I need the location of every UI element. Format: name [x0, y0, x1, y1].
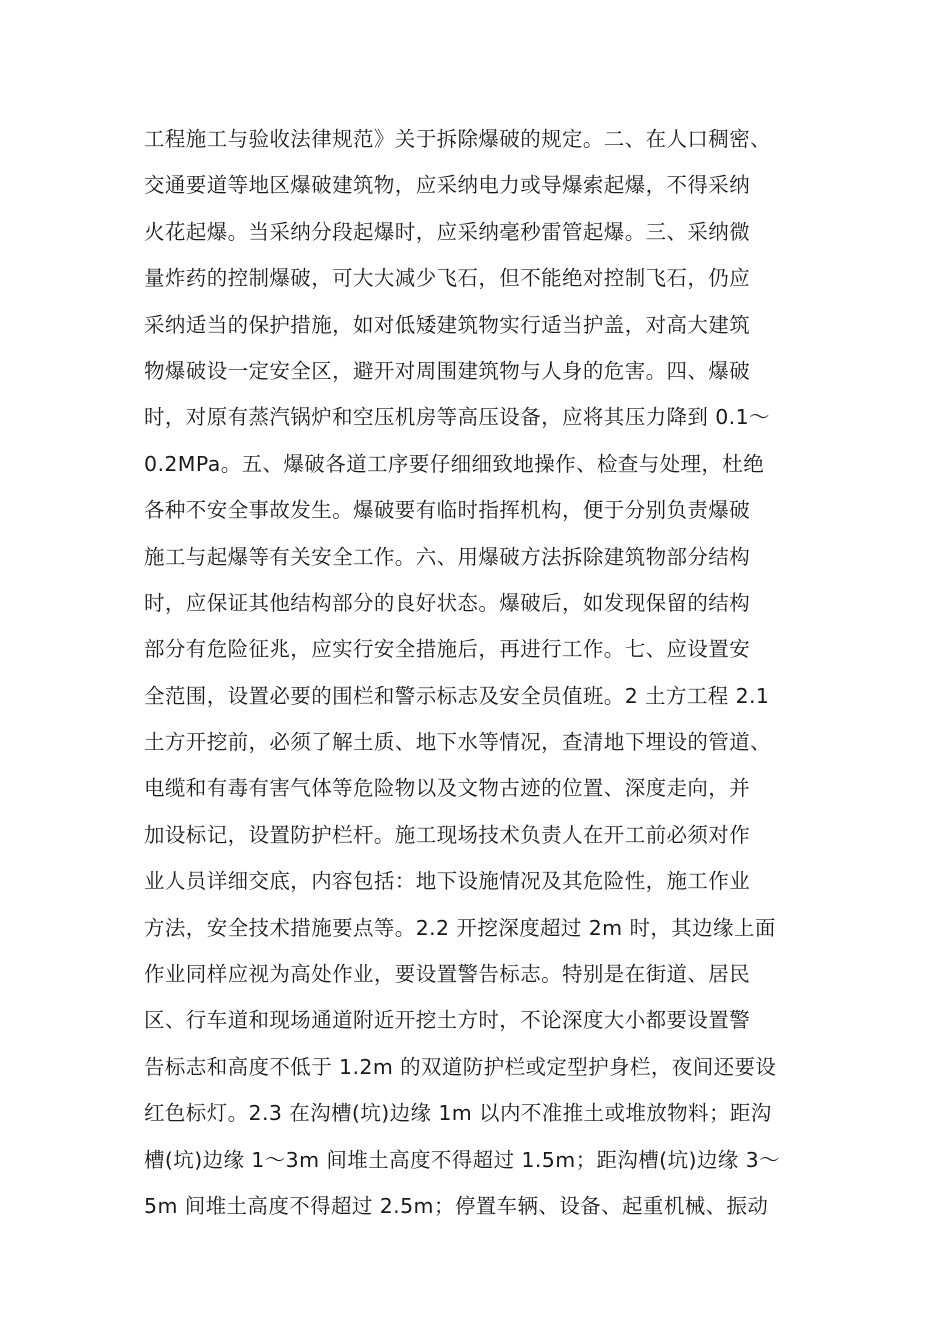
text-line: 时，对原有蒸汽锅炉和空压机房等高压设备，应将其压力降到 0.1～	[144, 405, 770, 430]
text-line: 采纳适当的保护措施，如对低矮建筑物实行适当护盖，对高大建筑	[144, 312, 751, 337]
text-line: 工程施工与验收法律规范》关于拆除爆破的规定。二、在人口稠密、	[144, 127, 771, 151]
text-line: 告标志和高度不低于 1.2m 的双道防护栏或定型护身栏，夜间还要设	[144, 1054, 777, 1079]
text-line: 红色标灯。2.3 在沟槽(坑)边缘 1m 以内不准推土或堆放物料；距沟	[144, 1101, 772, 1126]
text-line: 交通要道等地区爆破建筑物，应采纳电力或导爆索起爆，不得采纳	[144, 173, 751, 198]
text-line: 电缆和有毒有害气体等危险物以及文物古迹的位置、深度走向，并	[144, 776, 751, 801]
text-line: 全范围，设置必要的围栏和警示标志及安全员值班。2 土方工程 2.1	[144, 683, 770, 708]
text-line: 加设标记，设置防护栏杆。施工现场技术负责人在开工前必须对作	[144, 822, 751, 847]
text-line: 槽(坑)边缘 1～3m 间堆土高度不得超过 1.5m；距沟槽(坑)边缘 3～	[144, 1147, 780, 1172]
text-line: 业人员详细交底，内容包括：地下设施情况及其危险性，施工作业	[144, 869, 751, 894]
text-line: 土方开挖前，必须了解土质、地下水等情况，查清地下埋设的管道、	[144, 730, 771, 755]
text-line: 5m 间堆土高度不得超过 2.5m；停置车辆、设备、起重机械、振动	[144, 1193, 769, 1218]
text-line: 区、行车道和现场通道附近开挖土方时，不论深度大小都要设置警	[144, 1008, 751, 1033]
text-line: 0.2MPa。五、爆破各道工序要仔细细致地操作、检查与处理，杜绝	[144, 451, 765, 476]
text-line: 施工与起爆等有关安全工作。六、用爆破方法拆除建筑物部分结构	[144, 544, 751, 569]
text-line: 方法，安全技术措施要点等。2.2 开挖深度超过 2m 时，其边缘上面	[144, 915, 776, 940]
text-line: 火花起爆。当采纳分段起爆时，应采纳毫秒雷管起爆。三、采纳微	[144, 219, 751, 244]
text-line: 部分有危险征兆，应实行安全措施后，再进行工作。七、应设置安	[144, 637, 751, 662]
text-line: 物爆破设一定安全区，避开对周围建筑物与人身的危害。四、爆破	[144, 358, 751, 383]
text-line: 量炸药的控制爆破，可大大减少飞石，但不能绝对控制飞石，仍应	[144, 266, 751, 291]
text-line: 各种不安全事故发生。爆破要有临时指挥机构，便于分别负责爆破	[144, 498, 751, 523]
text-line: 时，应保证其他结构部分的良好状态。爆破后，如发现保留的结构	[144, 590, 751, 615]
text-line: 作业同样应视为高处作业，要设置警告标志。特别是在街道、居民	[144, 962, 751, 987]
document-body-text	[144, 116, 824, 1229]
